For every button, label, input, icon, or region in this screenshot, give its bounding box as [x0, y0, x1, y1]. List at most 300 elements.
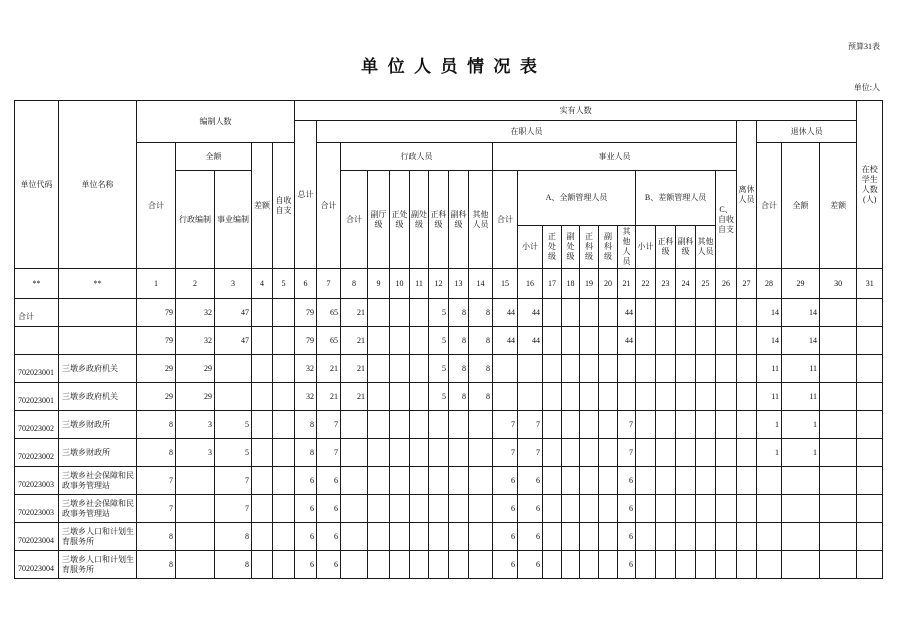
header-group-b-col-label: 副科级	[677, 237, 694, 256]
value-cell	[368, 495, 390, 523]
value-cell	[518, 355, 543, 383]
header-group-a-col: 小计	[518, 226, 543, 269]
value-cell	[562, 299, 580, 327]
value-cell	[273, 495, 295, 523]
value-cell: 6	[518, 551, 543, 579]
value-cell	[449, 467, 469, 495]
page-title: 单 位 人 员 情 况 表	[361, 57, 540, 76]
header-public-staff: 事业人员	[493, 143, 737, 171]
value-cell	[368, 439, 390, 467]
value-cell	[716, 355, 737, 383]
value-cell	[341, 495, 368, 523]
value-cell	[543, 327, 562, 355]
value-cell	[562, 523, 580, 551]
index-number-cell: 21	[618, 269, 636, 299]
value-cell: 6	[317, 523, 341, 551]
value-cell	[580, 327, 599, 355]
value-cell	[543, 411, 562, 439]
header-authorized-self-funded-label: 自收自支	[275, 195, 292, 215]
value-cell	[636, 327, 656, 355]
value-cell	[696, 439, 716, 467]
index-number-cell: 8	[341, 269, 368, 299]
value-cell	[656, 551, 676, 579]
value-cell	[676, 439, 696, 467]
header-authorized-balance: 差额	[252, 143, 273, 269]
value-cell: 7	[618, 411, 636, 439]
value-cell: 11	[757, 383, 782, 411]
value-cell	[676, 523, 696, 551]
value-cell: 7	[493, 411, 518, 439]
unit-name-cell	[59, 299, 137, 327]
value-cell	[390, 439, 410, 467]
value-cell	[410, 355, 429, 383]
value-cell: 6	[295, 467, 317, 495]
value-cell	[390, 383, 410, 411]
value-cell: 1	[757, 439, 782, 467]
unit-name-cell	[59, 327, 137, 355]
header-group-a-col	[580, 226, 599, 269]
header-retired-balance: 差额	[820, 143, 857, 269]
unit-code-cell: 702023003	[15, 467, 59, 495]
value-cell: 32	[176, 299, 215, 327]
value-cell: 79	[137, 327, 176, 355]
value-cell: 8	[295, 439, 317, 467]
header-authorized-total: 合计	[137, 143, 176, 269]
value-cell: 7	[137, 495, 176, 523]
value-cell	[580, 523, 599, 551]
value-cell: 14	[757, 299, 782, 327]
value-cell	[273, 523, 295, 551]
value-cell	[252, 327, 273, 355]
header-admin-level-label: 副处级	[411, 209, 428, 229]
value-cell	[410, 495, 429, 523]
value-cell	[656, 411, 676, 439]
value-cell	[390, 551, 410, 579]
value-cell	[341, 411, 368, 439]
value-cell	[676, 495, 696, 523]
value-cell	[429, 439, 449, 467]
header-retired-full: 全额	[782, 143, 820, 269]
index-number-cell: 25	[696, 269, 716, 299]
header-admin-level-label: 其他人员	[472, 209, 489, 229]
value-cell	[273, 327, 295, 355]
value-cell: 79	[295, 327, 317, 355]
value-cell	[449, 411, 469, 439]
header-row-1	[15, 101, 883, 121]
index-number-cell: 13	[449, 269, 469, 299]
value-cell: 21	[341, 383, 368, 411]
value-cell	[252, 299, 273, 327]
index-number-cell: 10	[390, 269, 410, 299]
value-cell	[368, 299, 390, 327]
value-cell	[252, 523, 273, 551]
header-group-b-col	[656, 226, 676, 269]
unit-code-cell: 702023004	[15, 551, 59, 579]
index-number-cell: 4	[252, 269, 273, 299]
header-group-a-col-label: 副科级	[604, 232, 613, 261]
table-row	[15, 411, 883, 439]
header-group-c	[716, 171, 737, 269]
value-cell	[562, 467, 580, 495]
value-cell	[737, 327, 757, 355]
value-cell	[368, 383, 390, 411]
value-cell: 7	[317, 411, 341, 439]
value-cell: 11	[782, 383, 820, 411]
value-cell	[469, 551, 493, 579]
value-cell	[636, 467, 656, 495]
value-cell	[580, 495, 599, 523]
value-cell	[543, 439, 562, 467]
value-cell: 6	[317, 467, 341, 495]
value-cell: 6	[618, 467, 636, 495]
value-cell	[676, 299, 696, 327]
value-cell	[543, 495, 562, 523]
value-cell: 5	[429, 383, 449, 411]
value-cell	[390, 355, 410, 383]
value-cell	[410, 551, 429, 579]
table-body	[15, 269, 883, 579]
value-cell	[390, 299, 410, 327]
value-cell	[469, 411, 493, 439]
value-cell	[390, 411, 410, 439]
value-cell: 44	[618, 299, 636, 327]
value-cell: 5	[429, 327, 449, 355]
header-group-b-col	[696, 226, 716, 269]
value-cell	[449, 523, 469, 551]
value-cell	[716, 439, 737, 467]
unit-code-cell: 702023004	[15, 523, 59, 551]
value-cell	[215, 383, 252, 411]
header-retired: 退休人员	[757, 121, 857, 143]
value-cell	[857, 495, 883, 523]
value-cell: 7	[317, 439, 341, 467]
value-cell	[696, 467, 716, 495]
index-number-cell: 7	[317, 269, 341, 299]
value-cell	[599, 383, 618, 411]
header-admin-level-label: 副科级	[450, 209, 467, 229]
value-cell	[737, 383, 757, 411]
value-cell	[737, 439, 757, 467]
unit-code-cell: 702023002	[15, 411, 59, 439]
value-cell	[696, 383, 716, 411]
value-cell: 21	[341, 299, 368, 327]
header-group-a-col	[599, 226, 618, 269]
value-cell	[390, 523, 410, 551]
value-cell	[469, 467, 493, 495]
value-cell: 7	[618, 439, 636, 467]
index-number-cell: 31	[857, 269, 883, 299]
value-cell	[782, 495, 820, 523]
index-number-cell: 29	[782, 269, 820, 299]
value-cell	[737, 355, 757, 383]
value-cell	[737, 299, 757, 327]
value-cell	[716, 495, 737, 523]
value-cell: 32	[295, 383, 317, 411]
value-cell	[757, 467, 782, 495]
value-cell: 21	[341, 327, 368, 355]
index-number-cell: 20	[599, 269, 618, 299]
index-number-cell: 26	[716, 269, 737, 299]
value-cell: 7	[215, 467, 252, 495]
value-cell: 32	[176, 327, 215, 355]
table-row	[15, 327, 883, 355]
value-cell	[252, 467, 273, 495]
value-cell	[857, 467, 883, 495]
value-cell	[656, 439, 676, 467]
value-cell: 8	[469, 355, 493, 383]
value-cell: 44	[618, 327, 636, 355]
value-cell	[656, 355, 676, 383]
value-cell	[252, 355, 273, 383]
value-cell	[410, 523, 429, 551]
value-cell	[820, 299, 857, 327]
value-cell	[176, 523, 215, 551]
value-cell: 6	[618, 495, 636, 523]
value-cell: 6	[518, 495, 543, 523]
value-cell: 3	[176, 439, 215, 467]
value-cell	[543, 467, 562, 495]
value-cell: 6	[295, 495, 317, 523]
header-retired-cadre	[737, 121, 757, 269]
value-cell	[716, 411, 737, 439]
index-number-cell: 24	[676, 269, 696, 299]
value-cell	[252, 551, 273, 579]
header-actual: 实有人数	[295, 101, 857, 121]
header-students-label: 在校学生人数(人)	[861, 164, 878, 204]
unit-name-cell: 三墩乡人口和计划生育服务所	[59, 551, 137, 579]
value-cell	[636, 439, 656, 467]
value-cell	[696, 327, 716, 355]
value-cell: 21	[341, 355, 368, 383]
value-cell	[562, 383, 580, 411]
index-number-cell: 11	[410, 269, 429, 299]
index-number-cell: 27	[737, 269, 757, 299]
header-group-b-col-label: 正科级	[657, 237, 674, 256]
value-cell: 6	[295, 523, 317, 551]
index-number-cell: 14	[469, 269, 493, 299]
value-cell	[716, 523, 737, 551]
value-cell	[857, 383, 883, 411]
value-cell	[410, 327, 429, 355]
value-cell: 6	[518, 523, 543, 551]
value-cell	[543, 355, 562, 383]
value-cell	[176, 551, 215, 579]
value-cell: 14	[782, 327, 820, 355]
unit-name-cell: 三墩乡社会保障和民政事务管理站	[59, 495, 137, 523]
header-admin-level	[390, 171, 410, 269]
value-cell	[636, 495, 656, 523]
value-cell	[599, 439, 618, 467]
value-cell	[390, 327, 410, 355]
value-cell	[757, 551, 782, 579]
header-students	[857, 101, 883, 269]
value-cell	[857, 299, 883, 327]
header-authorized-self-funded	[273, 143, 295, 269]
index-number-cell: 17	[543, 269, 562, 299]
unit-code-cell: 702023001	[15, 383, 59, 411]
value-cell	[820, 327, 857, 355]
header-group-a-col-label: 其他人员	[622, 227, 631, 266]
table-row	[15, 523, 883, 551]
value-cell: 44	[518, 299, 543, 327]
header-admin-quota: 行政编制	[176, 171, 215, 269]
value-cell	[562, 411, 580, 439]
column-number-row	[15, 269, 883, 299]
value-cell	[410, 299, 429, 327]
index-number-cell: 30	[820, 269, 857, 299]
value-cell	[716, 327, 737, 355]
value-cell	[782, 467, 820, 495]
table-row	[15, 299, 883, 327]
index-number-cell: 18	[562, 269, 580, 299]
value-cell	[368, 411, 390, 439]
header-admin-staff: 行政人员	[341, 143, 493, 171]
value-cell	[410, 439, 429, 467]
value-cell	[716, 551, 737, 579]
value-cell	[716, 299, 737, 327]
form-number: 预算31表	[848, 42, 880, 51]
value-cell: 1	[782, 411, 820, 439]
header-group-a-col	[618, 226, 636, 269]
unit-code-cell: 702023001	[15, 355, 59, 383]
table-row	[15, 439, 883, 467]
index-number-cell: 16	[518, 269, 543, 299]
value-cell: 11	[782, 355, 820, 383]
value-cell: 44	[493, 327, 518, 355]
value-cell	[273, 439, 295, 467]
value-cell: 21	[317, 383, 341, 411]
value-cell: 6	[618, 551, 636, 579]
value-cell	[429, 495, 449, 523]
header-retired-cadre-label: 离休人员	[738, 184, 755, 204]
value-cell	[562, 495, 580, 523]
value-cell	[676, 551, 696, 579]
value-cell	[696, 411, 716, 439]
value-cell: 8	[137, 439, 176, 467]
value-cell: 79	[137, 299, 176, 327]
value-cell: 5	[429, 299, 449, 327]
index-number-cell: 23	[656, 269, 676, 299]
value-cell	[656, 467, 676, 495]
value-cell	[782, 551, 820, 579]
value-cell	[599, 411, 618, 439]
value-cell	[341, 439, 368, 467]
value-cell	[449, 495, 469, 523]
value-cell	[857, 327, 883, 355]
value-cell	[215, 355, 252, 383]
value-cell: 7	[137, 467, 176, 495]
value-cell: 8	[449, 383, 469, 411]
value-cell	[716, 383, 737, 411]
value-cell	[580, 383, 599, 411]
value-cell	[618, 355, 636, 383]
header-public-total: 合计	[493, 171, 518, 269]
header-admin-level-label: 正科级	[430, 209, 447, 229]
value-cell	[737, 551, 757, 579]
value-cell	[599, 299, 618, 327]
value-cell	[737, 523, 757, 551]
value-cell	[176, 467, 215, 495]
header-group-a-col-label: 正处级	[548, 232, 557, 261]
value-cell: 32	[295, 355, 317, 383]
value-cell	[273, 383, 295, 411]
value-cell	[390, 495, 410, 523]
unit-code-cell: 702023002	[15, 439, 59, 467]
value-cell	[857, 439, 883, 467]
value-cell	[599, 523, 618, 551]
value-cell	[636, 523, 656, 551]
header-admin-level-label: 正处级	[391, 209, 408, 229]
value-cell: 8	[215, 523, 252, 551]
value-cell	[696, 523, 716, 551]
header-group-a: A、全额管理人员	[518, 171, 636, 226]
value-cell: 5	[429, 355, 449, 383]
header-group-c-label: C、自收自支	[718, 204, 735, 234]
value-cell	[737, 467, 757, 495]
table-row	[15, 551, 883, 579]
value-cell	[341, 551, 368, 579]
header-authorized-full: 全额	[176, 143, 252, 171]
value-cell	[656, 383, 676, 411]
header-group-b-col-label: 其他人员	[697, 237, 714, 256]
value-cell	[676, 467, 696, 495]
index-number-cell: 3	[215, 269, 252, 299]
index-number-cell: 12	[429, 269, 449, 299]
value-cell	[580, 411, 599, 439]
value-cell	[562, 439, 580, 467]
header-in-service: 在职人员	[317, 121, 737, 143]
value-cell	[562, 327, 580, 355]
header-grand-total: 总计	[295, 121, 317, 269]
value-cell: 7	[518, 411, 543, 439]
value-cell	[857, 551, 883, 579]
value-cell	[782, 523, 820, 551]
value-cell	[656, 495, 676, 523]
value-cell	[857, 355, 883, 383]
index-number-cell: 28	[757, 269, 782, 299]
value-cell	[410, 411, 429, 439]
value-cell: 6	[493, 467, 518, 495]
value-cell	[252, 411, 273, 439]
header-admin-total: 合计	[341, 171, 368, 269]
value-cell	[636, 383, 656, 411]
table-row	[15, 495, 883, 523]
value-cell	[696, 551, 716, 579]
value-cell	[252, 439, 273, 467]
value-cell: 8	[449, 327, 469, 355]
value-cell	[273, 411, 295, 439]
header-retired-total: 合计	[757, 143, 782, 269]
value-cell: 8	[137, 411, 176, 439]
value-cell: 6	[493, 495, 518, 523]
value-cell	[656, 327, 676, 355]
value-cell: 8	[469, 327, 493, 355]
unit-name-cell: 三墩乡人口和计划生育服务所	[59, 523, 137, 551]
table-header	[15, 101, 883, 269]
value-cell: 8	[215, 551, 252, 579]
value-cell	[820, 355, 857, 383]
value-cell	[656, 299, 676, 327]
value-cell	[368, 355, 390, 383]
value-cell	[410, 467, 429, 495]
value-cell	[390, 467, 410, 495]
value-cell: 6	[493, 523, 518, 551]
header-authorized: 编制人数	[137, 101, 295, 143]
value-cell: 8	[137, 523, 176, 551]
unit-code-cell	[15, 327, 59, 355]
header-admin-level	[410, 171, 429, 269]
header-admin-level-label: 副厅级	[370, 209, 387, 229]
